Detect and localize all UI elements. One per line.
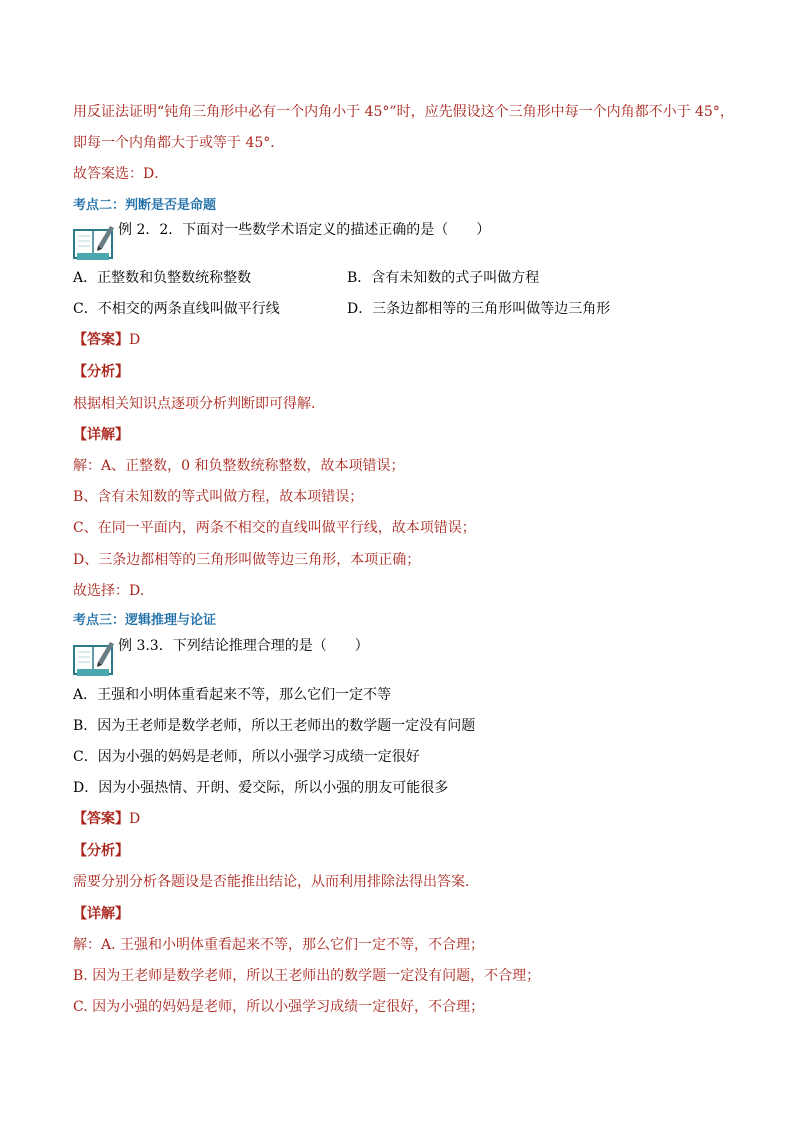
notebook-pencil-icon	[72, 222, 118, 262]
choice-text: 故选择：D.	[73, 583, 145, 599]
detail-label: 【详解】	[73, 427, 129, 443]
text-line: 即每一个内角都大于或等于 45°．	[73, 135, 285, 151]
analysis-label: 【分析】	[73, 843, 129, 859]
option-a: A．王强和小明体重看起来不等，那么它们一定不等	[73, 687, 392, 703]
option-d: D．因为小强热情、开朗、爱交际，所以小强的朋友可能很多	[73, 780, 449, 796]
question-text: 例 3.3．下列结论推理合理的是（ ）	[118, 638, 369, 654]
analysis-text: 需要分别分析各题设是否能推出结论，从而利用排除法得出答案．	[73, 874, 479, 890]
detail-line: C. 因为小强的妈妈是老师，所以小强学习成绩一定很好，不合理；	[73, 999, 485, 1015]
answer-label: 【答案】	[73, 811, 129, 827]
section-title: 考点三：逻辑推理与论证	[73, 613, 217, 628]
option-c: C．不相交的两条直线叫做平行线	[73, 301, 280, 317]
answer-row	[73, 330, 140, 350]
option-b: B．含有未知数的式子叫做方程	[347, 270, 540, 286]
option-b: B．因为王老师是数学老师，所以王老师出的数学题一定没有问题	[73, 718, 476, 734]
detail-line: B、含有未知数的等式叫做方程，故本项错误；	[73, 489, 364, 505]
answer-value: D	[129, 332, 141, 348]
detail-line: C、在同一平面内，两条不相交的直线叫做平行线，故本项错误；	[73, 520, 476, 536]
detail-line: B. 因为王老师是数学老师，所以王老师出的数学题一定没有问题，不合理；	[73, 968, 541, 984]
detail-line: D、三条边都相等的三角形叫做等边三角形，本项正确；	[73, 552, 421, 568]
notebook-pencil-icon	[72, 638, 118, 678]
option-c: C．因为小强的妈妈是老师，所以小强学习成绩一定很好	[73, 749, 420, 765]
detail-line: 解：A. 王强和小明体重看起来不等，那么它们一定不等，不合理；	[73, 937, 485, 953]
text-line: 故答案选：D．	[73, 166, 169, 182]
option-a: A．正整数和负整数统称整数	[73, 270, 252, 286]
option-d: D．三条边都相等的三角形叫做等边三角形	[347, 301, 611, 317]
section-title: 考点二：判断是否是命题	[73, 198, 217, 213]
question-text: 例 2．2．下面对一些数学术语定义的描述正确的是（ ）	[118, 222, 491, 238]
text-line: 用反证法证明“钝角三角形中必有一个内角小于 45°”时，应先假设这个三角形中每一个内角都不小于 45°，	[73, 104, 734, 120]
answer-value: D	[129, 811, 141, 827]
analysis-text: 根据相关知识点逐项分析判断即可得解．	[73, 396, 325, 412]
answer-row	[73, 809, 140, 829]
analysis-label: 【分析】	[73, 364, 129, 380]
answer-label: 【答案】	[73, 332, 129, 348]
detail-label: 【详解】	[73, 906, 129, 922]
detail-line: 解：A、正整数，0 和负整数统称整数，故本项错误；	[73, 458, 405, 474]
